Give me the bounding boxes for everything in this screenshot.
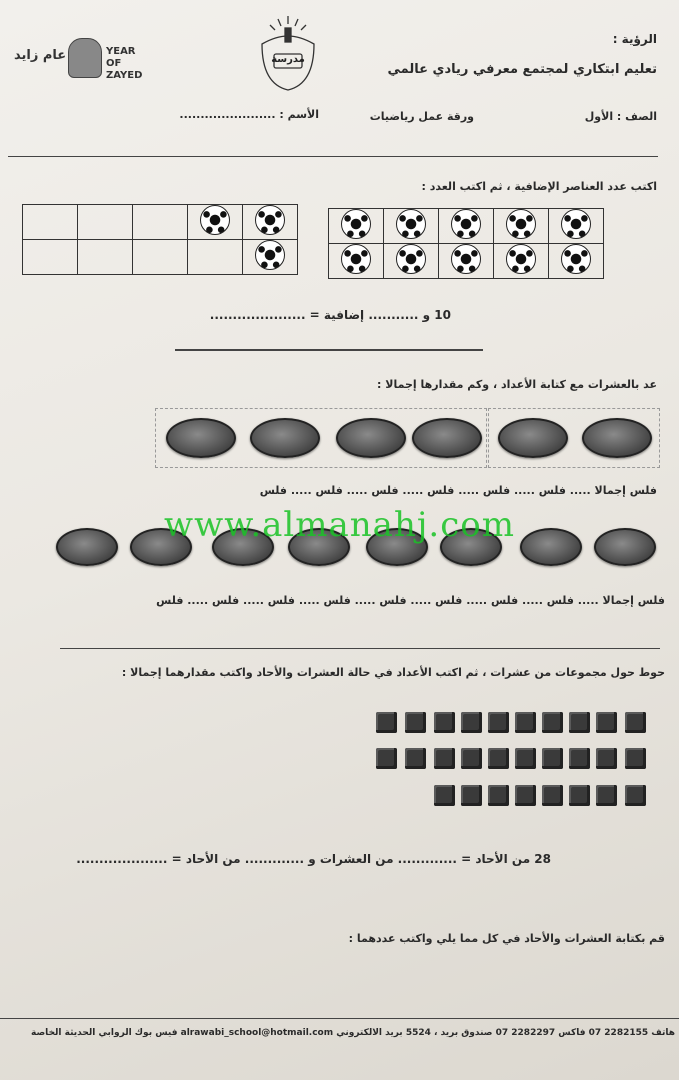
- section3-instruction: حوط حول مجموعات من عشرات ، ثم اكتب الأعداد في حالة العشرات والأحاد واكتب مقدارهما إجمالا :: [121, 666, 665, 679]
- unit-cube-icon: [488, 785, 509, 806]
- worksheet-title: ورقة عمل رياضيات: [369, 110, 474, 123]
- ten-frame-cell: [439, 209, 494, 244]
- unit-cube-icon: [542, 785, 563, 806]
- ten-frame-cell: [384, 209, 439, 244]
- section3-equation[interactable]: 28 من الأحاد = ............. من العشرات و ............. من الأحاد = ....................: [76, 852, 551, 866]
- unit-cube-icon: [542, 748, 563, 769]
- ten-frame-cell: [494, 244, 549, 279]
- unit-cube-icon: [569, 748, 590, 769]
- soccer-ball-icon: [506, 209, 536, 239]
- footer-contact: هاتف 2282155 07 فاكس 2282297 07 صندوق بريد ، 5524 بريد الالكتروني alrawabi_school@hotmail.com فيس بوك الروابي الحديثة الخاصة: [31, 1028, 675, 1038]
- unit-cube-icon: [515, 712, 536, 733]
- coin-icon: [582, 418, 652, 458]
- ten-frame-cell: [549, 244, 604, 279]
- unit-cube-icon: [434, 785, 455, 806]
- ten-frame-cell: [188, 205, 243, 240]
- unit-cube-icon: [461, 748, 482, 769]
- soccer-ball-icon: [561, 209, 591, 239]
- unit-cube-icon: [434, 748, 455, 769]
- unit-cube-icon: [625, 748, 646, 769]
- zayed-portrait-icon: [68, 38, 102, 78]
- unit-cube-icon: [376, 712, 397, 733]
- ten-frame-cell: [384, 244, 439, 279]
- unit-cube-icon: [488, 712, 509, 733]
- soccer-ball-icon: [200, 205, 230, 235]
- soccer-ball-icon: [396, 244, 426, 274]
- ten-frame-cell: [133, 205, 188, 240]
- section1-equation[interactable]: 10 و ........... إضافية = .....................: [209, 308, 451, 322]
- unit-cube-icon: [461, 785, 482, 806]
- coin-icon: [498, 418, 568, 458]
- coin-icon: [336, 418, 406, 458]
- coin-icon: [412, 418, 482, 458]
- year-of-zayed-logo: [14, 38, 150, 81]
- year-logo-english: YEAR OF ZAYED: [106, 46, 143, 81]
- ten-frame-cell: [439, 244, 494, 279]
- unit-cube-icon: [376, 748, 397, 769]
- soccer-ball-icon: [451, 209, 481, 239]
- student-name-field[interactable]: الأسم : .......................: [179, 108, 319, 121]
- vision-text: تعليم ابتكاري لمجتمع معرفي ريادي عالمي: [387, 62, 657, 77]
- unit-cube-icon: [405, 712, 426, 733]
- school-badge-word: مدرسة: [271, 54, 305, 65]
- ten-frame-cell: [549, 209, 604, 244]
- ten-frame-cell: [133, 240, 188, 275]
- ten-frame-cell: [23, 240, 78, 275]
- ten-frame-cell: [78, 205, 133, 240]
- school-badge: [252, 14, 324, 94]
- grade-label: الصف : الأول: [584, 110, 657, 123]
- soccer-ball-icon: [506, 244, 536, 274]
- unit-cube-icon: [405, 748, 426, 769]
- soccer-ball-icon: [396, 209, 426, 239]
- ten-frame-cell: [188, 240, 243, 275]
- soccer-ball-icon: [341, 209, 371, 239]
- soccer-ball-icon: [451, 244, 481, 274]
- coin-icon: [166, 418, 236, 458]
- section1-instruction: اكتب عدد العناصر الإضافية ، ثم اكتب العدد :: [421, 180, 657, 193]
- unit-cube-icon: [434, 712, 455, 733]
- header-divider: [8, 156, 658, 157]
- unit-cube-icon: [596, 785, 617, 806]
- unit-cube-icon: [569, 785, 590, 806]
- ten-frame-partial: [22, 204, 298, 275]
- coin-icon: [250, 418, 320, 458]
- unit-cube-icon: [542, 712, 563, 733]
- unit-cube-icon: [596, 748, 617, 769]
- unit-cube-icon: [625, 712, 646, 733]
- soccer-ball-icon: [341, 244, 371, 274]
- coins-row1-blanks[interactable]: فلس إجمالا ..... فلس ..... فلس ..... فلس ..... فلس ..... فلس ..... فلس: [259, 484, 657, 497]
- vision-label: الرؤية :: [612, 32, 657, 46]
- unit-cube-icon: [461, 712, 482, 733]
- ten-frame-cell: [243, 240, 298, 275]
- unit-cube-icon: [515, 748, 536, 769]
- unit-cube-icon: [488, 748, 509, 769]
- unit-cube-icon: [596, 712, 617, 733]
- section2-instruction: عد بالعشرات مع كتابة الأعداد ، وكم مقدارها إجمالا :: [377, 378, 657, 391]
- ten-frame-cell: [494, 209, 549, 244]
- soccer-ball-icon: [561, 244, 591, 274]
- year-logo-arabic: عام زايد: [14, 48, 67, 63]
- section4-instruction: قم بكتابة العشرات والأحاد في كل مما يلي واكتب عددهما :: [348, 932, 665, 945]
- section2-divider: [60, 648, 660, 649]
- ten-frame-full: [328, 208, 604, 279]
- soccer-ball-icon: [255, 240, 285, 270]
- ten-frame-cell: [78, 240, 133, 275]
- ten-frame-cell: [329, 209, 384, 244]
- unit-cube-icon: [569, 712, 590, 733]
- coins-row2-blanks[interactable]: فلس إجمالا ..... فلس ..... فلس ..... فلس ..... فلس ..... فلس ..... فلس ..... فلس ..... فلس: [156, 594, 665, 607]
- section1-divider: [175, 349, 483, 351]
- watermark-text: www.almanahj.com: [164, 505, 515, 545]
- ten-frame-cell: [23, 205, 78, 240]
- footer-divider: [0, 1018, 679, 1019]
- unit-cube-icon: [515, 785, 536, 806]
- unit-cube-icon: [625, 785, 646, 806]
- ten-frame-cell: [243, 205, 298, 240]
- soccer-ball-icon: [255, 205, 285, 235]
- ten-frame-cell: [329, 244, 384, 279]
